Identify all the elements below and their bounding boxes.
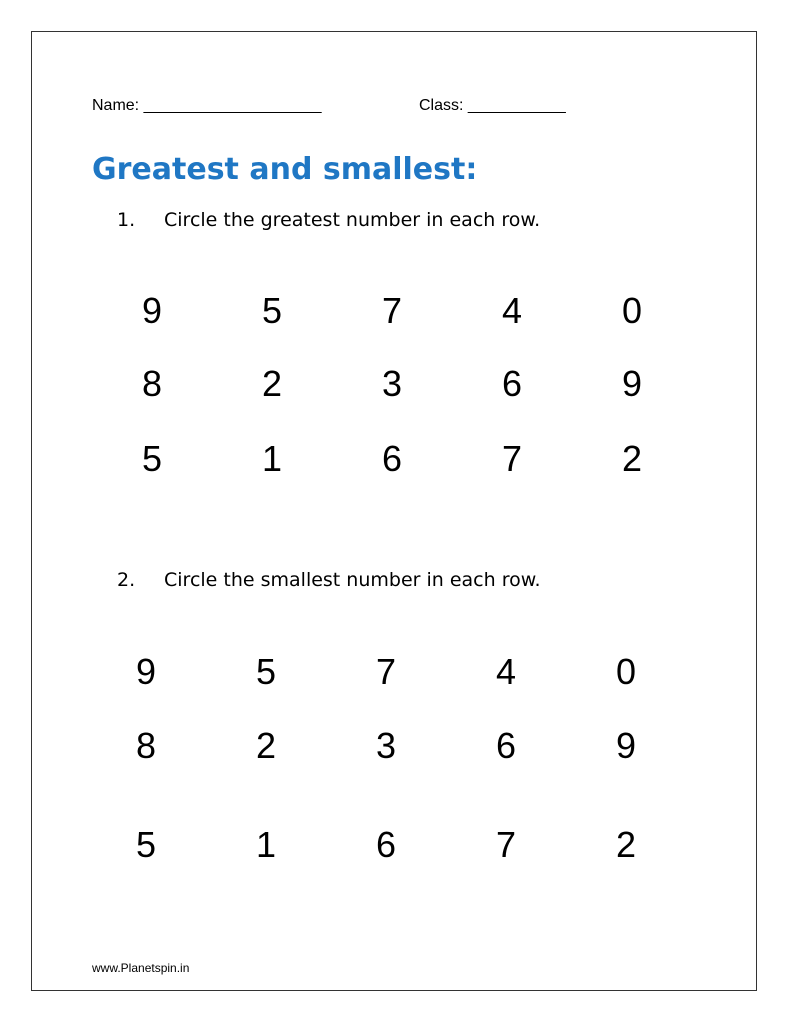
- section1-instruction: [117, 208, 540, 232]
- footer-website: www.Planetspin.in: [92, 961, 190, 975]
- number-cell[interactable]: 8: [135, 725, 157, 766]
- number-cell[interactable]: 5: [141, 438, 163, 479]
- number-cell[interactable]: 3: [375, 725, 397, 766]
- number-cell[interactable]: 2: [255, 725, 277, 766]
- section2-instruction-text: Circle the smallest number in each row.: [164, 569, 541, 591]
- number-cell[interactable]: 0: [621, 290, 643, 331]
- number-cell[interactable]: 7: [501, 438, 523, 479]
- section2-number: 2.: [117, 569, 136, 591]
- class-field-label: Class: ___________: [419, 97, 566, 114]
- number-cell[interactable]: 9: [615, 725, 637, 766]
- number-cell[interactable]: 1: [255, 824, 277, 865]
- number-cell[interactable]: 9: [141, 290, 163, 331]
- section2-instruction: [117, 568, 541, 592]
- section1-instruction-text: Circle the greatest number in each row.: [164, 209, 541, 231]
- number-cell[interactable]: 7: [381, 290, 403, 331]
- number-cell[interactable]: 4: [501, 290, 523, 331]
- number-cell[interactable]: 5: [255, 651, 277, 692]
- number-cell[interactable]: 6: [381, 438, 403, 479]
- number-cell[interactable]: 1: [261, 438, 283, 479]
- number-cell[interactable]: 9: [135, 651, 157, 692]
- number-cell[interactable]: 5: [135, 824, 157, 865]
- worksheet-title: Greatest and smallest:: [92, 152, 478, 187]
- number-cell[interactable]: 2: [261, 363, 283, 404]
- number-cell[interactable]: 4: [495, 651, 517, 692]
- number-cell[interactable]: 6: [495, 725, 517, 766]
- name-field-label: Name: ____________________: [92, 97, 322, 114]
- number-cell[interactable]: 7: [375, 651, 397, 692]
- number-cell[interactable]: 7: [495, 824, 517, 865]
- number-cell[interactable]: 8: [141, 363, 163, 404]
- number-cell[interactable]: 9: [621, 363, 643, 404]
- number-cell[interactable]: 2: [615, 824, 637, 865]
- number-cell[interactable]: 3: [381, 363, 403, 404]
- section1-number: 1.: [117, 209, 136, 231]
- number-cell[interactable]: 0: [615, 651, 637, 692]
- number-cell[interactable]: 6: [375, 824, 397, 865]
- number-cell[interactable]: 5: [261, 290, 283, 331]
- number-cell[interactable]: 6: [501, 363, 523, 404]
- number-cell[interactable]: 2: [621, 438, 643, 479]
